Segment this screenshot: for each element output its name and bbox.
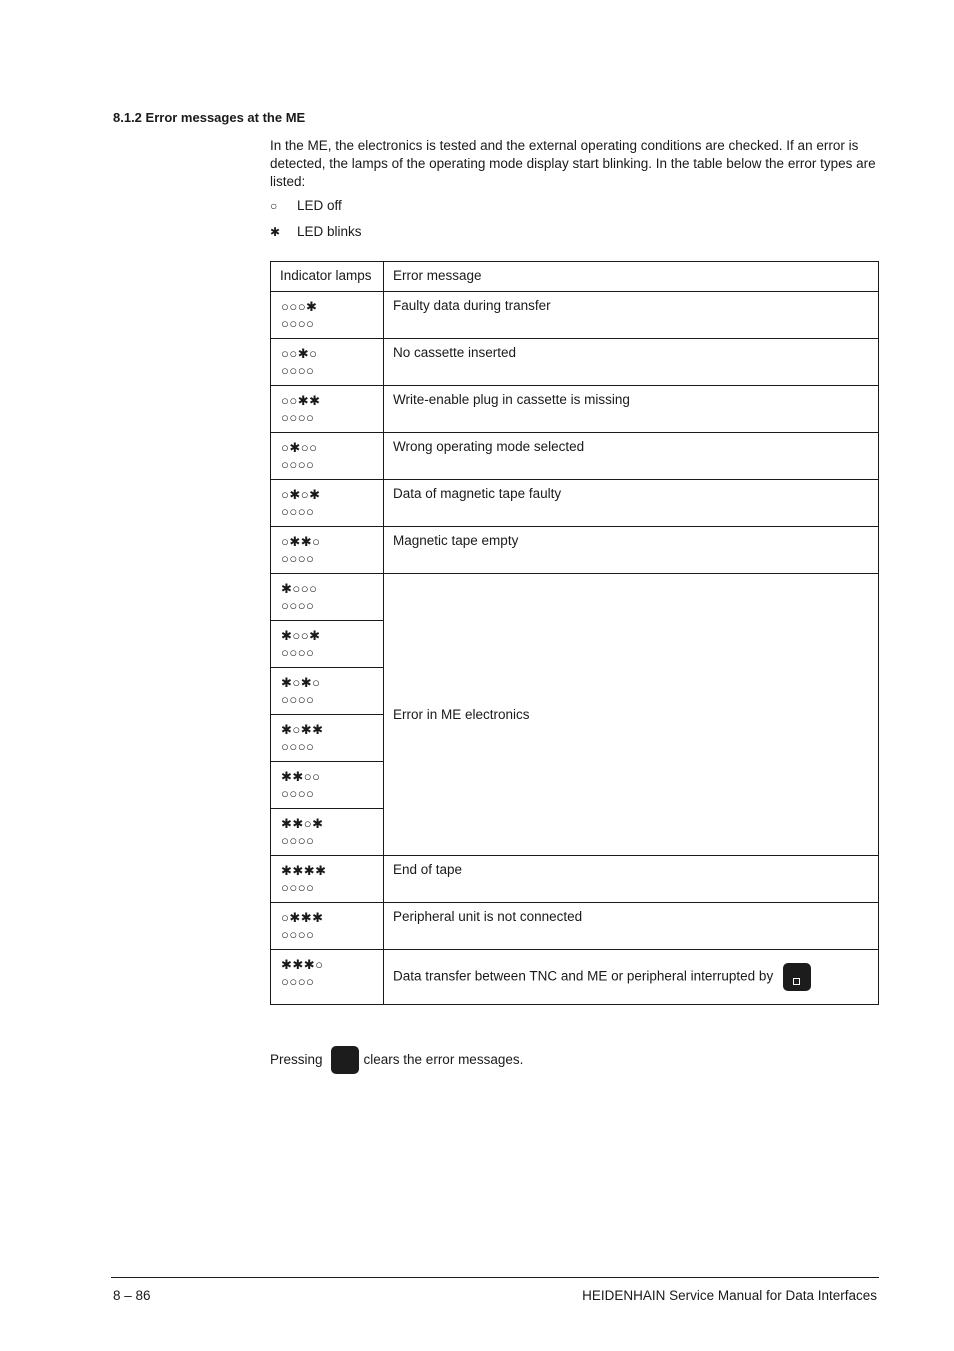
error-message: Data transfer between TNC and ME or peripheral interrupted by [393, 968, 774, 984]
lamp-pattern: ○○✱○ ○○○○ [271, 339, 384, 386]
error-message: Write-enable plug in cassette is missing [384, 386, 879, 433]
lamp-pattern: ✱○○✱ ○○○○ [271, 621, 384, 668]
section-title: 8.1.2 Error messages at the ME [113, 110, 306, 125]
lamp-pattern: ✱○✱○ ○○○○ [271, 668, 384, 715]
lamp-pattern: ✱✱○✱ ○○○○ [271, 809, 384, 856]
table-header-row [271, 262, 879, 292]
error-message: Magnetic tape empty [384, 527, 879, 574]
led-blink-icon: ✱ [270, 225, 281, 239]
table-row [271, 339, 879, 386]
lamp-pattern: ○○✱✱ ○○○○ [271, 386, 384, 433]
table-row [271, 292, 879, 339]
error-message: Peripheral unit is not connected [384, 903, 879, 950]
lamp-pattern: ✱✱✱○ ○○○○ [271, 950, 384, 1005]
legend-label: LED off [297, 198, 342, 213]
lamp-pattern: ✱○✱✱ ○○○○ [271, 715, 384, 762]
table-row [271, 856, 879, 903]
clear-note [270, 1046, 523, 1074]
lamp-pattern: ○✱○○ ○○○○ [271, 433, 384, 480]
error-message: Error in ME electronics [384, 574, 879, 856]
table-row [271, 574, 879, 621]
error-message: No cassette inserted [384, 339, 879, 386]
footer-title: HEIDENHAIN Service Manual for Data Interfaces [582, 1288, 877, 1303]
header-error-message: Error message [384, 262, 879, 292]
table-row [271, 950, 879, 1005]
legend-led-blinks [270, 223, 362, 241]
legend-led-off [270, 197, 342, 215]
table-row [271, 527, 879, 574]
legend-label: LED blinks [297, 224, 362, 239]
table-row [271, 480, 879, 527]
page-number: 8 – 86 [113, 1288, 151, 1303]
table-row [271, 433, 879, 480]
clear-key-icon [331, 1046, 359, 1074]
lamp-pattern: ○○○✱ ○○○○ [271, 292, 384, 339]
lamp-pattern: ✱✱✱✱ ○○○○ [271, 856, 384, 903]
lamp-pattern: ○✱✱✱ ○○○○ [271, 903, 384, 950]
error-message: End of tape [384, 856, 879, 903]
led-off-icon: ○ [270, 199, 278, 213]
lamp-pattern: ○✱○✱ ○○○○ [271, 480, 384, 527]
table-row [271, 386, 879, 433]
lamp-pattern: ✱○○○ ○○○○ [271, 574, 384, 621]
lamp-pattern: ✱✱○○ ○○○○ [271, 762, 384, 809]
note-after: clears the error messages. [363, 1052, 524, 1067]
note-before: Pressing [270, 1052, 323, 1067]
footer-divider [111, 1277, 879, 1278]
header-indicator-lamps: Indicator lamps [271, 262, 384, 292]
error-message-cell [384, 950, 879, 1005]
error-message: Wrong operating mode selected [384, 433, 879, 480]
lamp-pattern: ○✱✱○ ○○○○ [271, 527, 384, 574]
intro-paragraph: In the ME, the electronics is tested and the external operating conditions are checked. If an error is detected, the lamps of the operating mode display start blinking. In the table below the error types are listed: [270, 138, 876, 189]
error-message: Data of magnetic tape faulty [384, 480, 879, 527]
error-table [270, 261, 879, 1005]
error-message: Faulty data during transfer [384, 292, 879, 339]
table-row [271, 903, 879, 950]
stop-key-icon [783, 963, 811, 991]
